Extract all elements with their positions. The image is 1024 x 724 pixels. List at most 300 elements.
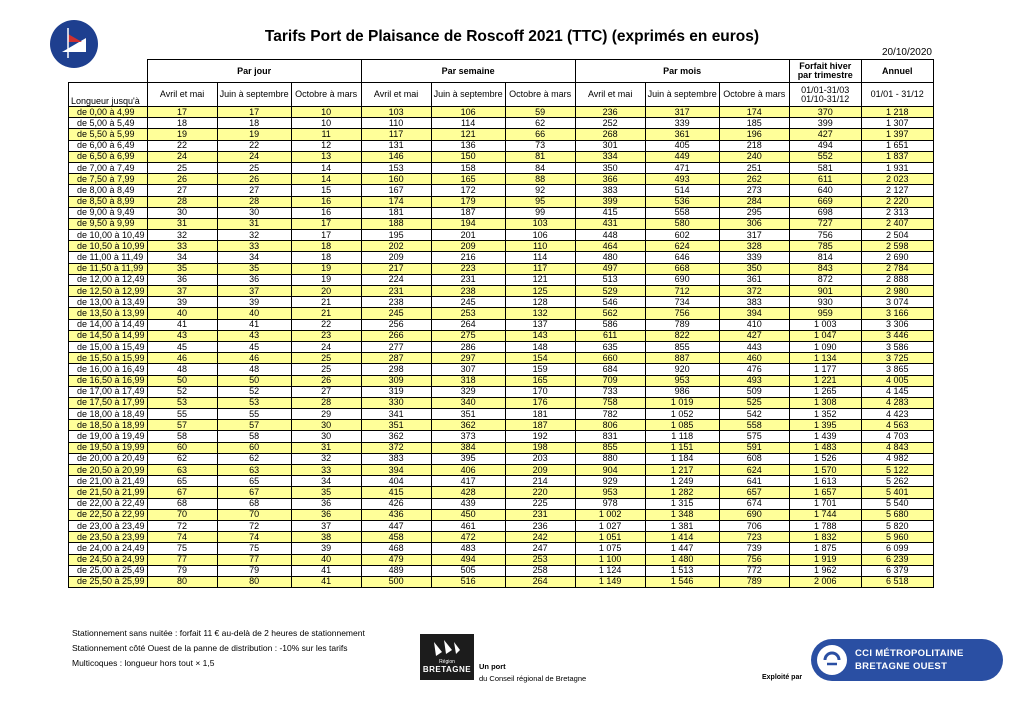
header-mois-juin-sept: Juin à septembre (645, 83, 719, 107)
price-cell: 14 (291, 162, 361, 173)
price-cell: 831 (575, 431, 645, 442)
price-cell: 872 (789, 274, 861, 285)
price-cell: 558 (719, 420, 789, 431)
price-cell: 1 149 (575, 576, 645, 587)
price-cell: 21 (291, 297, 361, 308)
price-cell: 1 651 (861, 140, 933, 151)
exploit-label: Exploité par (762, 674, 803, 681)
price-cell: 25 (147, 162, 217, 173)
price-cell: 110 (505, 241, 575, 252)
price-cell: 27 (217, 185, 291, 196)
length-range-cell: de 11,50 à 11,99 (69, 263, 148, 274)
price-cell: 33 (217, 241, 291, 252)
table-row (69, 140, 934, 151)
price-cell: 2 598 (861, 241, 933, 252)
table-row (69, 386, 934, 397)
price-cell: 1 184 (645, 453, 719, 464)
price-cell: 148 (505, 341, 575, 352)
price-cell: 458 (361, 532, 431, 543)
table-row (69, 151, 934, 162)
price-cell: 581 (789, 162, 861, 173)
header-jour-oct-mars: Octobre à mars (291, 83, 361, 107)
table-row (69, 576, 934, 587)
price-cell: 6 518 (861, 576, 933, 587)
price-cell: 62 (217, 453, 291, 464)
price-cell: 509 (719, 386, 789, 397)
price-cell: 137 (505, 319, 575, 330)
price-cell: 3 446 (861, 330, 933, 341)
price-cell: 60 (217, 442, 291, 453)
document-date: 20/10/2020 (881, 47, 932, 58)
price-cell: 514 (645, 185, 719, 196)
header-jour-avril-mai: Avril et mai (147, 83, 217, 107)
price-cell: 494 (431, 554, 505, 565)
price-cell: 684 (575, 364, 645, 375)
price-cell: 297 (431, 353, 505, 364)
price-cell: 15 (291, 185, 361, 196)
price-cell: 216 (431, 252, 505, 263)
header-par-jour: Par jour (147, 60, 361, 83)
price-cell: 31 (217, 218, 291, 229)
price-cell: 41 (147, 319, 217, 330)
price-cell: 542 (719, 409, 789, 420)
price-cell: 106 (431, 107, 505, 118)
price-cell: 493 (645, 174, 719, 185)
price-cell: 30 (291, 431, 361, 442)
table-row (69, 498, 934, 509)
cci-logo (811, 639, 1003, 681)
table-row (69, 543, 934, 554)
price-cell: 80 (147, 576, 217, 587)
price-cell: 494 (789, 140, 861, 151)
price-cell: 464 (575, 241, 645, 252)
price-cell: 251 (719, 162, 789, 173)
price-cell: 57 (217, 420, 291, 431)
price-cell: 4 563 (861, 420, 933, 431)
price-cell: 114 (431, 118, 505, 129)
price-cell: 372 (719, 286, 789, 297)
length-range-cell: de 12,50 à 12,99 (69, 286, 148, 297)
price-cell: 624 (719, 465, 789, 476)
price-cell: 822 (645, 330, 719, 341)
price-cell: 395 (431, 453, 505, 464)
price-cell: 45 (217, 341, 291, 352)
price-cell: 1 282 (645, 487, 719, 498)
price-cell: 214 (505, 476, 575, 487)
price-cell: 1 221 (789, 375, 861, 386)
length-range-cell: de 10,00 à 10,49 (69, 230, 148, 241)
price-cell: 19 (291, 274, 361, 285)
table-row (69, 565, 934, 576)
price-cell: 5 960 (861, 532, 933, 543)
price-cell: 92 (505, 185, 575, 196)
price-cell: 18 (291, 241, 361, 252)
header-mois-oct-mars: Octobre à mars (719, 83, 789, 107)
price-cell: 1 134 (789, 353, 861, 364)
price-cell: 2 504 (861, 230, 933, 241)
length-range-cell: de 25,00 à 25,49 (69, 565, 148, 576)
price-cell: 986 (645, 386, 719, 397)
table-row (69, 353, 934, 364)
price-cell: 727 (789, 218, 861, 229)
header-par-semaine: Par semaine (361, 60, 575, 83)
price-cell: 31 (291, 442, 361, 453)
price-cell: 99 (505, 207, 575, 218)
price-cell: 739 (719, 543, 789, 554)
price-cell: 12 (291, 140, 361, 151)
price-cell: 448 (575, 230, 645, 241)
price-cell: 6 239 (861, 554, 933, 565)
price-cell: 690 (645, 274, 719, 285)
price-cell: 18 (217, 118, 291, 129)
price-cell: 40 (147, 308, 217, 319)
length-range-cell: de 9,50 à 9,99 (69, 218, 148, 229)
price-cell: 43 (147, 330, 217, 341)
price-cell: 37 (217, 286, 291, 297)
table-row (69, 409, 934, 420)
price-cell: 40 (291, 554, 361, 565)
price-cell: 48 (147, 364, 217, 375)
price-cell: 500 (361, 576, 431, 587)
price-cell: 772 (719, 565, 789, 576)
price-cell: 57 (147, 420, 217, 431)
table-row (69, 465, 934, 476)
price-cell: 67 (147, 487, 217, 498)
price-cell: 328 (719, 241, 789, 252)
price-cell: 646 (645, 252, 719, 263)
price-cell: 70 (147, 509, 217, 520)
length-range-cell: de 16,50 à 16,99 (69, 375, 148, 386)
price-cell: 26 (291, 375, 361, 386)
price-cell: 1 962 (789, 565, 861, 576)
price-cell: 23 (291, 330, 361, 341)
price-cell: 505 (431, 565, 505, 576)
price-cell: 361 (719, 274, 789, 285)
price-cell: 660 (575, 353, 645, 364)
table-row (69, 375, 934, 386)
price-cell: 641 (719, 476, 789, 487)
price-cell: 39 (147, 297, 217, 308)
price-cell: 136 (431, 140, 505, 151)
price-cell: 3 586 (861, 341, 933, 352)
price-cell: 1 051 (575, 532, 645, 543)
price-cell: 668 (645, 263, 719, 274)
price-cell: 36 (291, 498, 361, 509)
length-range-cell: de 17,00 à 17,49 (69, 386, 148, 397)
price-cell: 471 (645, 162, 719, 173)
price-cell: 3 865 (861, 364, 933, 375)
cci-emblem-icon (817, 645, 847, 675)
table-row (69, 554, 934, 565)
header-blank (69, 60, 148, 83)
price-cell: 66 (505, 129, 575, 140)
price-cell: 33 (147, 241, 217, 252)
price-cell: 41 (217, 319, 291, 330)
price-cell: 30 (147, 207, 217, 218)
price-cell: 489 (361, 565, 431, 576)
table-row (69, 286, 934, 297)
length-range-cell: de 9,00 à 9,49 (69, 207, 148, 218)
price-cell: 256 (361, 319, 431, 330)
tariff-rows (69, 107, 934, 588)
price-cell: 179 (431, 196, 505, 207)
price-cell: 236 (505, 520, 575, 531)
table-row (69, 420, 934, 431)
price-cell: 525 (719, 397, 789, 408)
price-cell: 53 (217, 397, 291, 408)
price-cell: 60 (147, 442, 217, 453)
price-cell: 1 090 (789, 341, 861, 352)
length-range-cell: de 10,50 à 10,99 (69, 241, 148, 252)
cci-line1: CCI MÉTROPOLITAINE (855, 648, 964, 659)
price-cell: 131 (361, 140, 431, 151)
price-cell: 188 (361, 218, 431, 229)
price-cell: 79 (217, 565, 291, 576)
price-cell: 513 (575, 274, 645, 285)
price-cell: 2 407 (861, 218, 933, 229)
price-cell: 28 (147, 196, 217, 207)
price-cell: 406 (431, 465, 505, 476)
price-cell: 63 (217, 465, 291, 476)
price-cell: 1 177 (789, 364, 861, 375)
length-range-cell: de 6,50 à 6,99 (69, 151, 148, 162)
price-cell: 1 397 (861, 129, 933, 140)
price-cell: 128 (505, 297, 575, 308)
price-cell: 77 (217, 554, 291, 565)
price-cell: 209 (431, 241, 505, 252)
price-cell: 723 (719, 532, 789, 543)
price-cell: 483 (431, 543, 505, 554)
price-cell: 174 (361, 196, 431, 207)
note-stationnement: Stationnement sans nuitée : forfait 11 € au-delà de 2 heures de stationnement (72, 628, 365, 638)
price-cell: 1 513 (645, 565, 719, 576)
price-cell: 690 (719, 509, 789, 520)
price-cell: 55 (147, 409, 217, 420)
price-cell: 75 (147, 543, 217, 554)
price-cell: 5 262 (861, 476, 933, 487)
price-cell: 37 (291, 520, 361, 531)
length-range-cell: de 14,50 à 14,99 (69, 330, 148, 341)
price-cell: 231 (361, 286, 431, 297)
price-cell: 399 (789, 118, 861, 129)
price-cell: 1 480 (645, 554, 719, 565)
price-cell: 366 (575, 174, 645, 185)
length-range-cell: de 23,50 à 23,99 (69, 532, 148, 543)
table-row (69, 185, 934, 196)
price-cell: 350 (719, 263, 789, 274)
price-cell: 814 (789, 252, 861, 263)
length-range-cell: de 19,50 à 19,99 (69, 442, 148, 453)
header-semaine-oct-mars: Octobre à mars (505, 83, 575, 107)
price-cell: 436 (361, 509, 431, 520)
price-cell: 5 820 (861, 520, 933, 531)
price-cell: 591 (719, 442, 789, 453)
price-cell: 339 (719, 252, 789, 263)
price-cell: 953 (575, 487, 645, 498)
price-cell: 887 (645, 353, 719, 364)
price-cell: 611 (789, 174, 861, 185)
price-cell: 29 (291, 409, 361, 420)
length-range-cell: de 18,00 à 18,49 (69, 409, 148, 420)
price-cell: 117 (361, 129, 431, 140)
price-cell: 95 (505, 196, 575, 207)
price-cell: 6 099 (861, 543, 933, 554)
price-cell: 855 (645, 341, 719, 352)
price-cell: 72 (147, 520, 217, 531)
price-cell: 880 (575, 453, 645, 464)
table-row (69, 218, 934, 229)
price-cell: 202 (361, 241, 431, 252)
price-cell: 2 888 (861, 274, 933, 285)
price-cell: 36 (147, 274, 217, 285)
length-range-cell: de 14,00 à 14,49 (69, 319, 148, 330)
price-cell: 52 (147, 386, 217, 397)
price-cell: 394 (719, 308, 789, 319)
length-range-cell: de 7,50 à 7,99 (69, 174, 148, 185)
length-range-cell: de 22,50 à 22,99 (69, 509, 148, 520)
table-row (69, 308, 934, 319)
price-cell: 25 (291, 353, 361, 364)
price-cell: 428 (431, 487, 505, 498)
price-cell: 24 (147, 151, 217, 162)
price-cell: 394 (361, 465, 431, 476)
length-range-cell: de 11,00 à 11,49 (69, 252, 148, 263)
price-cell: 340 (431, 397, 505, 408)
price-cell: 373 (431, 431, 505, 442)
price-cell: 733 (575, 386, 645, 397)
price-cell: 674 (719, 498, 789, 509)
header-annuel-period: 01/01 - 31/12 (861, 83, 933, 107)
price-cell: 18 (147, 118, 217, 129)
price-cell: 121 (431, 129, 505, 140)
price-cell: 5 680 (861, 509, 933, 520)
price-cell: 1 315 (645, 498, 719, 509)
price-cell: 160 (361, 174, 431, 185)
price-cell: 34 (147, 252, 217, 263)
price-cell: 1 075 (575, 543, 645, 554)
price-cell: 159 (505, 364, 575, 375)
price-cell: 45 (147, 341, 217, 352)
price-cell: 319 (361, 386, 431, 397)
price-cell: 782 (575, 409, 645, 420)
price-cell: 1 118 (645, 431, 719, 442)
price-cell: 362 (431, 420, 505, 431)
price-cell: 253 (431, 308, 505, 319)
price-cell: 24 (217, 151, 291, 162)
table-row (69, 319, 934, 330)
price-cell: 30 (291, 420, 361, 431)
price-cell: 35 (147, 263, 217, 274)
price-cell: 224 (361, 274, 431, 285)
price-cell: 472 (431, 532, 505, 543)
price-cell: 32 (217, 230, 291, 241)
price-cell: 27 (147, 185, 217, 196)
price-cell: 558 (645, 207, 719, 218)
length-range-cell: de 5,00 à 5,49 (69, 118, 148, 129)
price-cell: 1 027 (575, 520, 645, 531)
price-cell: 306 (719, 218, 789, 229)
price-cell: 53 (147, 397, 217, 408)
price-cell: 443 (719, 341, 789, 352)
price-cell: 1 701 (789, 498, 861, 509)
price-cell: 2 313 (861, 207, 933, 218)
price-cell: 706 (719, 520, 789, 531)
length-range-cell: de 21,00 à 21,49 (69, 476, 148, 487)
price-cell: 756 (789, 230, 861, 241)
price-cell: 1 249 (645, 476, 719, 487)
price-cell: 756 (645, 308, 719, 319)
price-cell: 415 (361, 487, 431, 498)
price-cell: 245 (361, 308, 431, 319)
price-cell: 153 (361, 162, 431, 173)
price-cell: 493 (719, 375, 789, 386)
price-cell: 174 (719, 107, 789, 118)
price-cell: 439 (431, 498, 505, 509)
price-cell: 361 (645, 129, 719, 140)
price-cell: 657 (719, 487, 789, 498)
price-cell: 5 122 (861, 465, 933, 476)
price-cell: 264 (505, 576, 575, 587)
price-cell: 904 (575, 465, 645, 476)
table-row (69, 341, 934, 352)
price-cell: 268 (575, 129, 645, 140)
price-cell: 1 217 (645, 465, 719, 476)
price-cell: 1 151 (645, 442, 719, 453)
table-row (69, 532, 934, 543)
header-semaine-avril-mai: Avril et mai (361, 83, 431, 107)
price-cell: 580 (645, 218, 719, 229)
region-mark-icon (430, 638, 464, 660)
length-range-cell: de 5,50 à 5,99 (69, 129, 148, 140)
table-row (69, 509, 934, 520)
price-cell: 855 (575, 442, 645, 453)
price-cell: 37 (147, 286, 217, 297)
price-cell: 65 (217, 476, 291, 487)
price-cell: 546 (575, 297, 645, 308)
price-cell: 187 (505, 420, 575, 431)
table-row (69, 476, 934, 487)
price-cell: 405 (645, 140, 719, 151)
price-cell: 4 283 (861, 397, 933, 408)
price-cell: 351 (431, 409, 505, 420)
length-range-cell: de 13,00 à 13,49 (69, 297, 148, 308)
table-row (69, 230, 934, 241)
price-cell: 238 (431, 286, 505, 297)
header-forfait-periods (789, 83, 861, 107)
price-cell: 103 (505, 218, 575, 229)
price-cell: 959 (789, 308, 861, 319)
length-range-cell: de 22,00 à 22,49 (69, 498, 148, 509)
price-cell: 669 (789, 196, 861, 207)
price-cell: 298 (361, 364, 431, 375)
price-cell: 16 (291, 207, 361, 218)
price-cell: 70 (217, 509, 291, 520)
price-cell: 480 (575, 252, 645, 263)
price-cell: 21 (291, 308, 361, 319)
price-cell: 35 (291, 487, 361, 498)
length-range-cell: de 19,00 à 19,49 (69, 431, 148, 442)
price-cell: 712 (645, 286, 719, 297)
price-cell: 6 379 (861, 565, 933, 576)
price-cell: 5 401 (861, 487, 933, 498)
price-cell: 181 (505, 409, 575, 420)
price-cell: 277 (361, 341, 431, 352)
price-cell: 72 (217, 520, 291, 531)
length-range-cell: de 6,00 à 6,49 (69, 140, 148, 151)
region-bretagne-logo (420, 634, 474, 680)
table-row (69, 487, 934, 498)
price-cell: 1 744 (789, 509, 861, 520)
